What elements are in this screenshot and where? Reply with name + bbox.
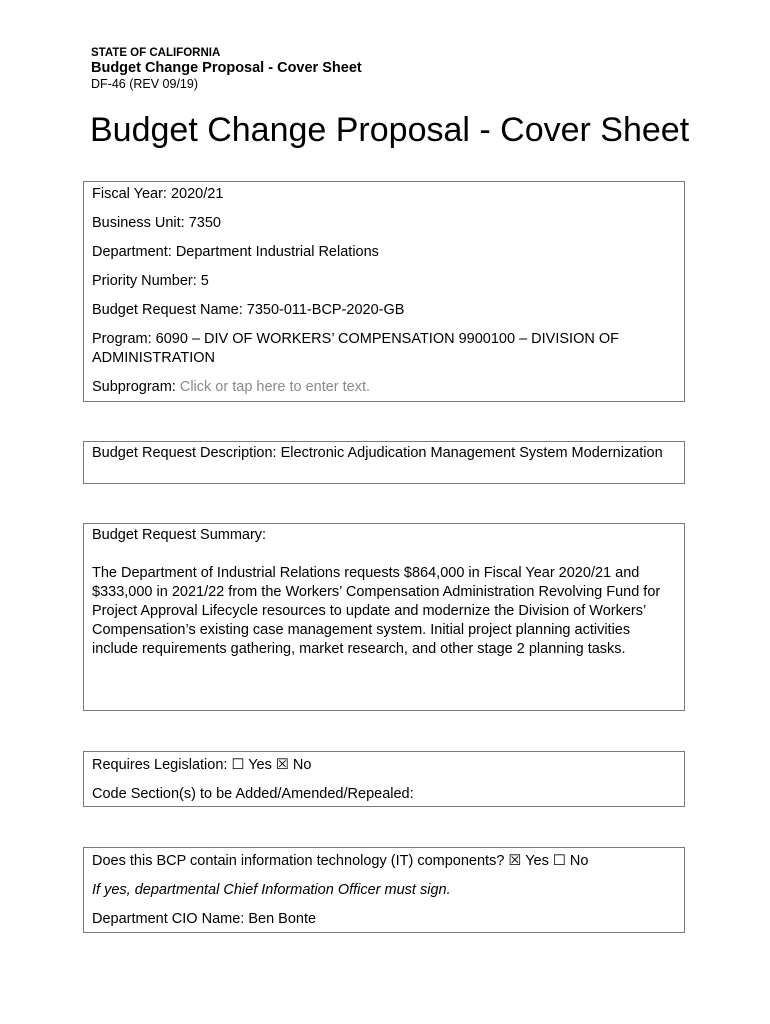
budget-request-name: Budget Request Name: 7350-011-BCP-2020-GB bbox=[92, 302, 405, 318]
subprogram-row bbox=[92, 378, 676, 397]
code-sections: Code Section(s) to be Added/Amended/Repealed: bbox=[92, 786, 414, 802]
summary-label: Budget Request Summary: bbox=[92, 527, 267, 543]
state-line: STATE OF CALIFORNIA bbox=[91, 47, 221, 59]
priority-number: Priority Number: 5 bbox=[92, 273, 209, 289]
identification-section bbox=[83, 181, 685, 402]
header-title: Budget Change Proposal - Cover Sheet bbox=[91, 60, 362, 76]
legislation-row bbox=[92, 756, 676, 775]
it-question-row bbox=[92, 852, 676, 871]
it-question: Does this BCP contain information technology (IT) components? bbox=[92, 853, 509, 869]
summary-text: The Department of Industrial Relations requests $864,000 in Fiscal Year 2020/21 and $333,000 in 2021/22 from the Workers’ Compensation Administration Revolving Fund for Project Approval Lifecycle resources to update and modernize the Division of Workers’ Compensation’s existing case management system. Initial project planning activities include requirements gathering, market research, and other stage 2 planning tasks. bbox=[92, 565, 661, 657]
program: Program: 6090 – DIV OF WORKERS’ COMPENSATION 9900100 – DIVISION OF ADMINISTRATION bbox=[92, 331, 619, 366]
budget-request-description: Budget Request Description: Electronic Adjudication Management System Modernization bbox=[92, 445, 663, 461]
legislation-no-checkbox[interactable]: ☒ bbox=[275, 757, 289, 773]
legislation-yes-checkbox[interactable]: ☐ bbox=[231, 757, 245, 773]
summary-section bbox=[83, 523, 685, 711]
legislation-yes-label: Yes bbox=[244, 757, 276, 773]
subprogram-input[interactable]: Click or tap here to enter text. bbox=[179, 379, 371, 395]
cio-note: If yes, departmental Chief Information Officer must sign. bbox=[92, 882, 451, 898]
form-id: DF-46 (REV 09/19) bbox=[91, 77, 198, 91]
it-section bbox=[83, 847, 685, 933]
legislation-section bbox=[83, 751, 685, 807]
it-yes-label: Yes bbox=[521, 853, 553, 869]
it-yes-checkbox[interactable]: ☒ bbox=[508, 853, 522, 869]
cio-name: Department CIO Name: Ben Bonte bbox=[92, 911, 317, 927]
legislation-no-label: No bbox=[288, 757, 312, 773]
business-unit: Business Unit: 7350 bbox=[92, 215, 221, 231]
fiscal-year: Fiscal Year: 2020/21 bbox=[92, 186, 224, 202]
description-section bbox=[83, 441, 685, 484]
it-no-checkbox[interactable]: ☐ bbox=[552, 853, 566, 869]
form-header bbox=[91, 46, 691, 92]
legislation-label: Requires Legislation: bbox=[92, 757, 232, 773]
subprogram-label: Subprogram: bbox=[92, 379, 180, 395]
page-title: Budget Change Proposal - Cover Sheet bbox=[90, 111, 690, 149]
department: Department: Department Industrial Relations bbox=[92, 244, 379, 260]
it-no-label: No bbox=[565, 853, 589, 869]
